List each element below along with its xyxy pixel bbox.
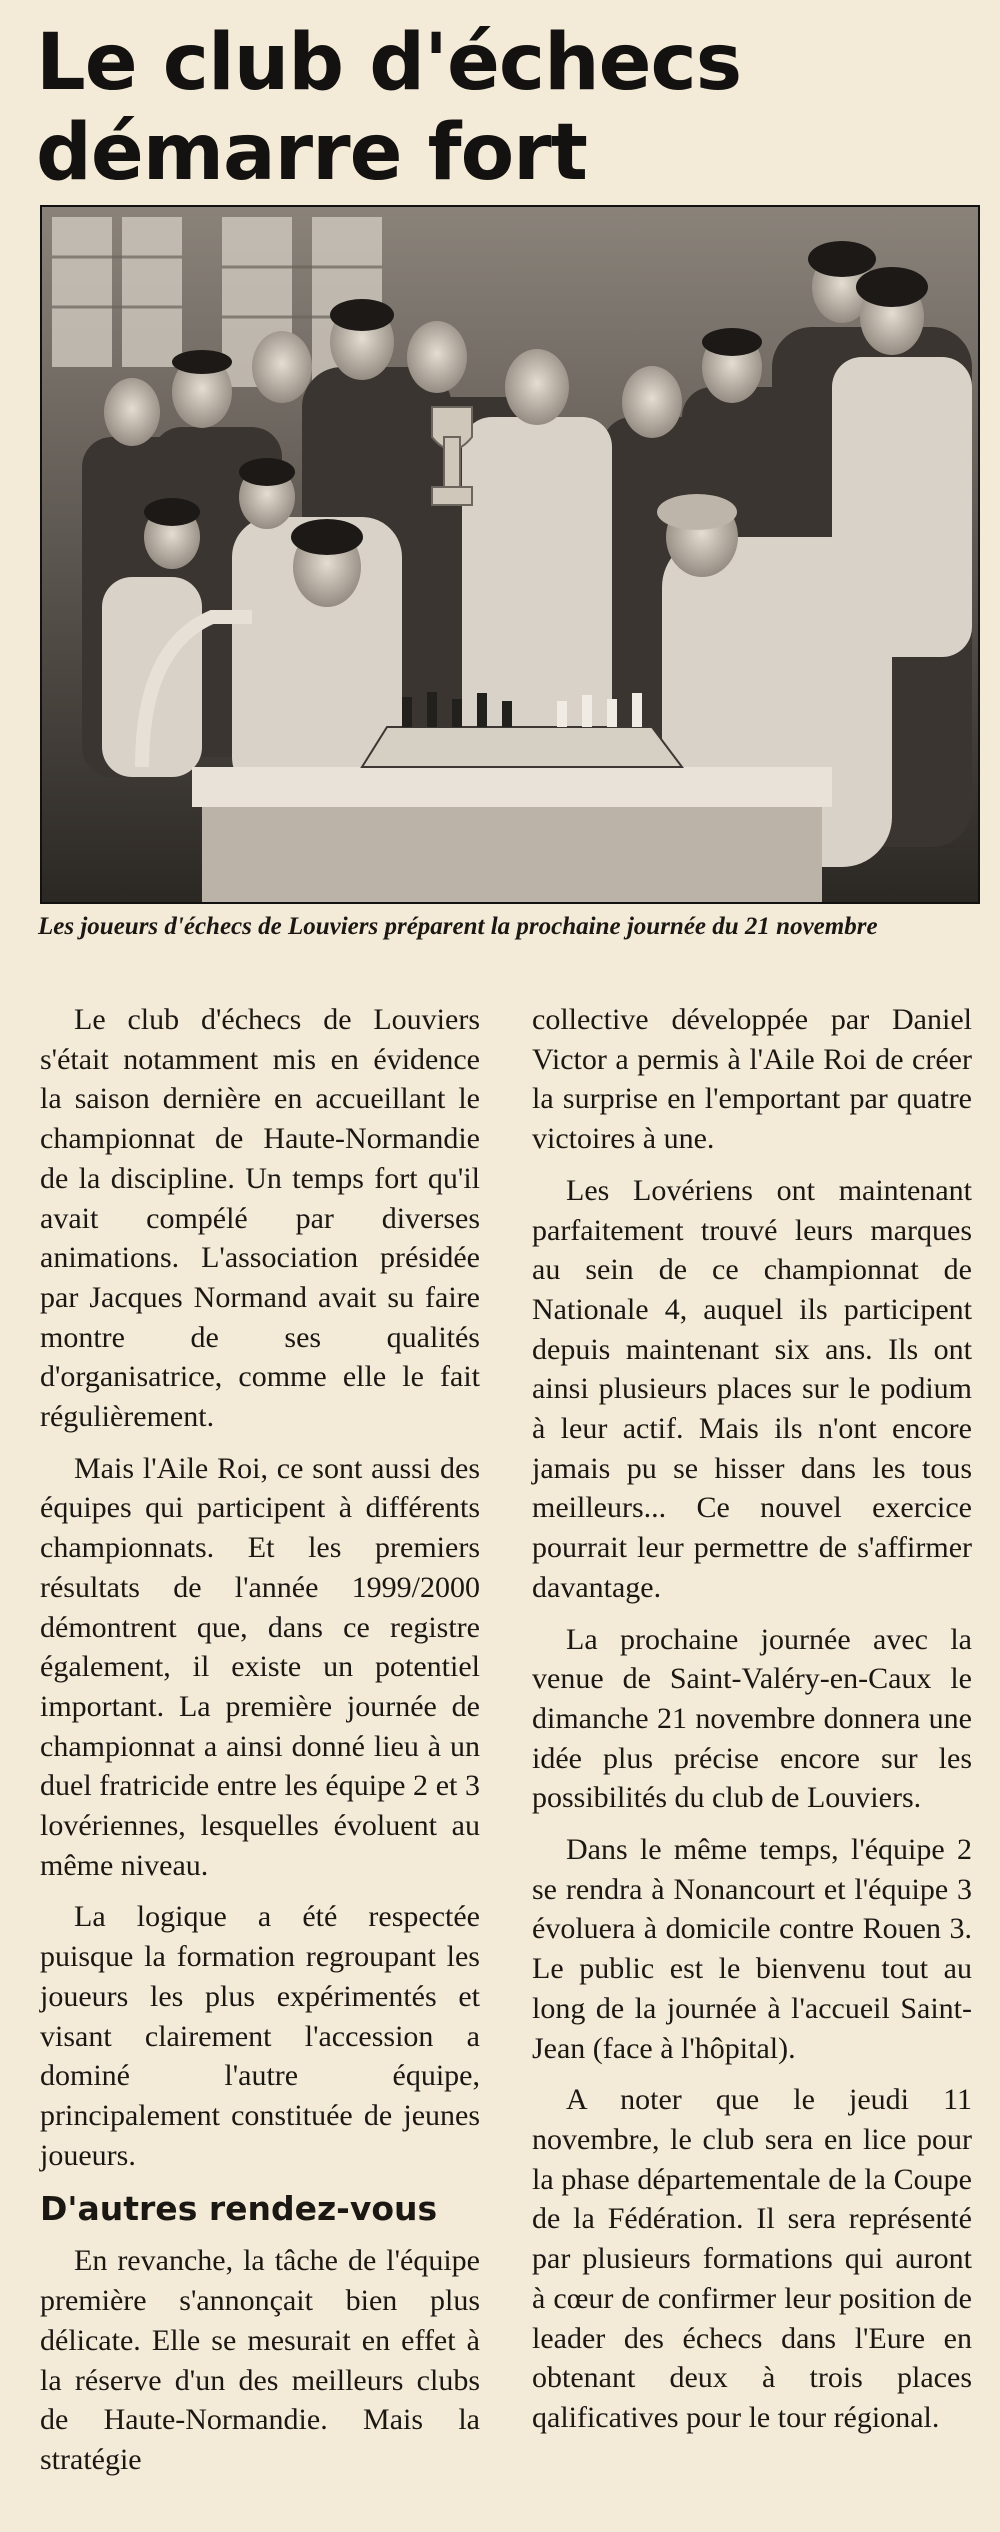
article-column-left: [40, 1000, 480, 2492]
article-column-right: [532, 1000, 972, 2450]
paragraph: En revanche, la tâche de l'équipe première s'annonçait bien plus délicate. Elle se mesurait en effet à la réserve d'un des meilleurs clubs de Haute-Normandie. Mais la stratégie: [40, 2244, 480, 2476]
paragraph: A noter que le jeudi 11 novembre, le club sera en lice pour la phase départementale de la Coupe de la Fédération. Il sera représenté par plusieurs formations qui auront à cœur de confirmer leur position de leader des échecs dans l'Eure en obtenant deux à trois places qalificatives pour le tour régional.: [532, 2083, 972, 2434]
paragraph: collective développée par Daniel Victor a permis à l'Aile Roi de créer la surprise en l'emportant par quatre victoires à une.: [532, 1003, 972, 1156]
section-subheading: D'autres rendez-vous: [40, 2189, 438, 2229]
paragraph: Dans le même temps, l'équipe 2 se rendra à Nonancourt et l'équipe 3 évoluera à domicile contre Rouen 3. Le public est le bienvenu tout au long de la journée à l'accueil Saint-Jean (face à l'hôpital).: [532, 1833, 972, 2065]
headline-line-2: démarre fort: [36, 108, 587, 198]
paragraph: Mais l'Aile Roi, ce sont aussi des équipes qui participent à différents championnats. Et les premiers résultats de l'année 1999/2000 démontrent que, dans ce registre également, il existe un potentiel important. La première journée de championnat a ainsi donné lieu à un duel fratricide entre les équipe 2 et 3 lovériennes, lesquelles évoluent au même niveau.: [40, 1451, 480, 1882]
paragraph: Le club d'échecs de Louviers s'était notamment mis en évidence la saison dernière en accueillant le championnat de Haute-Normandie de la discipline. Un temps fort qu'il avait compélé par diverses animations. L'association présidée par Jacques Normand avait su faire montre de ses qualités d'organisatrice, comme elle le fait régulièrement.: [40, 1003, 480, 1434]
photo-illustration: [42, 207, 978, 902]
paragraph: La prochaine journée avec la venue de Saint-Valéry-en-Caux le dimanche 21 novembre donnera une idée plus précise encore sur les possibilités du club de Louviers.: [532, 1622, 972, 1815]
headline-line-1: Le club d'échecs: [36, 18, 742, 108]
paragraph: Les Lovériens ont maintenant parfaitement trouvé leurs marques au sein de ce championnat de Nationale 4, auquel ils participent depuis maintenant six ans. Ils ont ainsi plusieurs places sur le podium à leur actif. Mais ils n'ont encore jamais pu se hisser dans les tous meilleurs... Ce nouvel exercice pourrait leur permettre de s'affirmer davantage.: [532, 1173, 972, 1604]
paragraph: La logique a été respectée puisque la formation regroupant les joueurs les plus expérimentés et visant clairement l'accession a dominé l'autre équipe, principalement constituée de jeunes joueurs.: [40, 1900, 480, 2172]
chess-club-group-photo: [40, 205, 980, 904]
article-headline: [36, 18, 966, 198]
photo-caption: Les joueurs d'échecs de Louviers préparent la prochaine journée du 21 novembre: [38, 913, 878, 940]
